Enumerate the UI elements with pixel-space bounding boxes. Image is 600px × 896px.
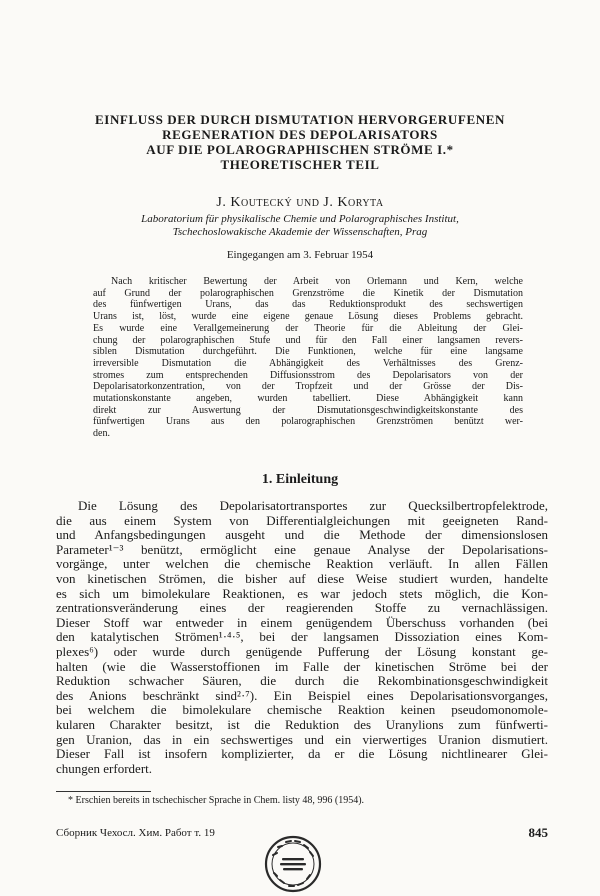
abstract-line: mutationskonstante angeben, wurden tabelliert. Diese Abhängigkeit kann [93, 393, 523, 405]
abstract-line: irreversible Dismutation die Abhängigkeit des Verhältnisses des Grenz- [93, 357, 523, 369]
abstract-line: chung der polarographischen Stufe und für den Fall einer langsamen revers- [93, 334, 523, 346]
abstract-line: Urans ist, löst, wurde eine eigene genaue Lösung dieses Problems gebracht. [93, 311, 523, 323]
body-line: kularen Charakter besitzt, ist die Reduktion des Uranylions zum fünfwerti- [56, 716, 548, 732]
body-line: Dieser Fall ist insofern komplizierter, da er die Lösung nichtlinearer Glei- [56, 746, 548, 762]
article-title [40, 112, 560, 172]
abstract-line: Nach kritischer Bewertung der Arbeit von Orlemann und Kern, welche [111, 276, 523, 287]
title-line: EINFLUSS DER DURCH DISMUTATION HERVORGERUFENEN [95, 112, 505, 127]
affiliation-line: Laboratorium für physikalische Chemie und Polarographisches Institut, [141, 213, 459, 225]
body-line: halten (wie die Wasserstoffionen im Falle der kinetischen Ströme bei der [56, 658, 548, 674]
body-line: von kinetischen Strömen, die bisher auf diese Weise studiert wurden, handelte [56, 570, 548, 586]
body-line: Die Lösung des Depolarisatortransportes zur Quecksilbertropfelektrode, [78, 498, 548, 513]
body-line: die aus einem System von Differentialgleichungen mit geeigneten Rand- [56, 512, 548, 528]
abstract [93, 276, 523, 440]
title-line: AUF DIE POLAROGRAPHISCHEN STRÖME I.* [146, 142, 454, 157]
abstract-line: auf Grund der polarographischen Grenzströme die Kinetik der Dismutation [93, 287, 523, 299]
abstract-line: Es wurde eine Verallgemeinerung der Theorie für die Ableitung der Glei- [93, 322, 523, 334]
abstract-line: direkt zur Auswertung der Dismutationsgeschwindigkeitskonstante des [93, 404, 523, 416]
abstract-line: den. [93, 428, 110, 440]
authors: J. Koutecký und J. Koryta [216, 195, 384, 210]
body-line: Reduktion schwacher Säuren, die durch die Rekombinationsgeschwindigkeit [56, 673, 548, 689]
footnote: * Erschien bereits in tschechischer Sprache in Chem. listy 48, 996 (1954). [68, 795, 365, 806]
received-date: Eingegangen am 3. Februar 1954 [226, 249, 374, 261]
abstract-line: stromes zum entsprechenden Diffusionsstrom des Depolarisators von der [93, 369, 523, 381]
body-line: den katalytischen Strömen¹·⁴·⁵, bei der langsamen Dissoziation eines Kom- [56, 629, 548, 645]
body-line: des Anions beschränkt sind²·⁷). Ein Beispiel eines Depolarisationsvorganges, [56, 687, 548, 703]
body-line: Parameter¹⁻³ benützt, ermöglicht eine genaue Analyse der Depolarisations- [56, 541, 548, 557]
abstract-line: des fünfwertigen Urans, das das Reduktionsprodukt des sechswertigen [93, 299, 523, 311]
body-line: vorgänge, unter welchen die chemische Reaktion verläuft. In allen Fällen [56, 556, 548, 572]
section-heading: 1. Einleitung [261, 472, 339, 487]
affiliation-line: Tschechoslowakische Akademie der Wissenschaften, Prag [172, 226, 428, 238]
body-line: es sich um bimolekulare Reaktionen, es war jedoch stets möglich, die Kon- [56, 585, 548, 601]
title-line: REGENERATION DES DEPOLARISATORS [162, 127, 438, 142]
library-stamp-icon [264, 835, 322, 893]
affiliation [40, 213, 560, 239]
body-line: plexes⁶) oder wurde durch genügende Pufferung der Lösung konstant ge- [56, 643, 548, 659]
body-line: zentrationsveränderung eines der reagierenden Stoffe zu vernachlässigen. [56, 600, 548, 616]
body-line: und Anfangsbedingungen ausgeht und die Methode der dimensionslosen [56, 527, 548, 543]
body-line: bei welchem die bimolekulare chemische Reaktion keinen pseudomonomole- [56, 702, 548, 718]
abstract-line: fünfwertigen Urans aus den polarographischen Grenzströmen benützt wer- [93, 416, 523, 428]
body-line: Dieser Stoff war entweder in einem genügendem Überschuss vorhanden (bei [56, 614, 548, 630]
body-line: chungen erfordert. [56, 760, 153, 776]
abstract-line: siblen Dismutation durchgeführt. Die Funktionen, welche für eine langsame [93, 346, 523, 358]
body-line: gen Uranion, das in ein sechswertiges und ein vierwertiges Uranion dismutiert. [56, 731, 548, 747]
abstract-line: Depolarisatorkonzentration, von der Tropfzeit und der Grösse der Dis- [93, 381, 523, 393]
title-line: THEORETISCHER TEIL [220, 157, 380, 172]
journal-footer: Сборник Чехосл. Хим. Работ т. 19 [56, 827, 215, 839]
page-number: 845 [528, 825, 548, 840]
body-text [56, 499, 548, 776]
footnote-rule [56, 791, 151, 792]
